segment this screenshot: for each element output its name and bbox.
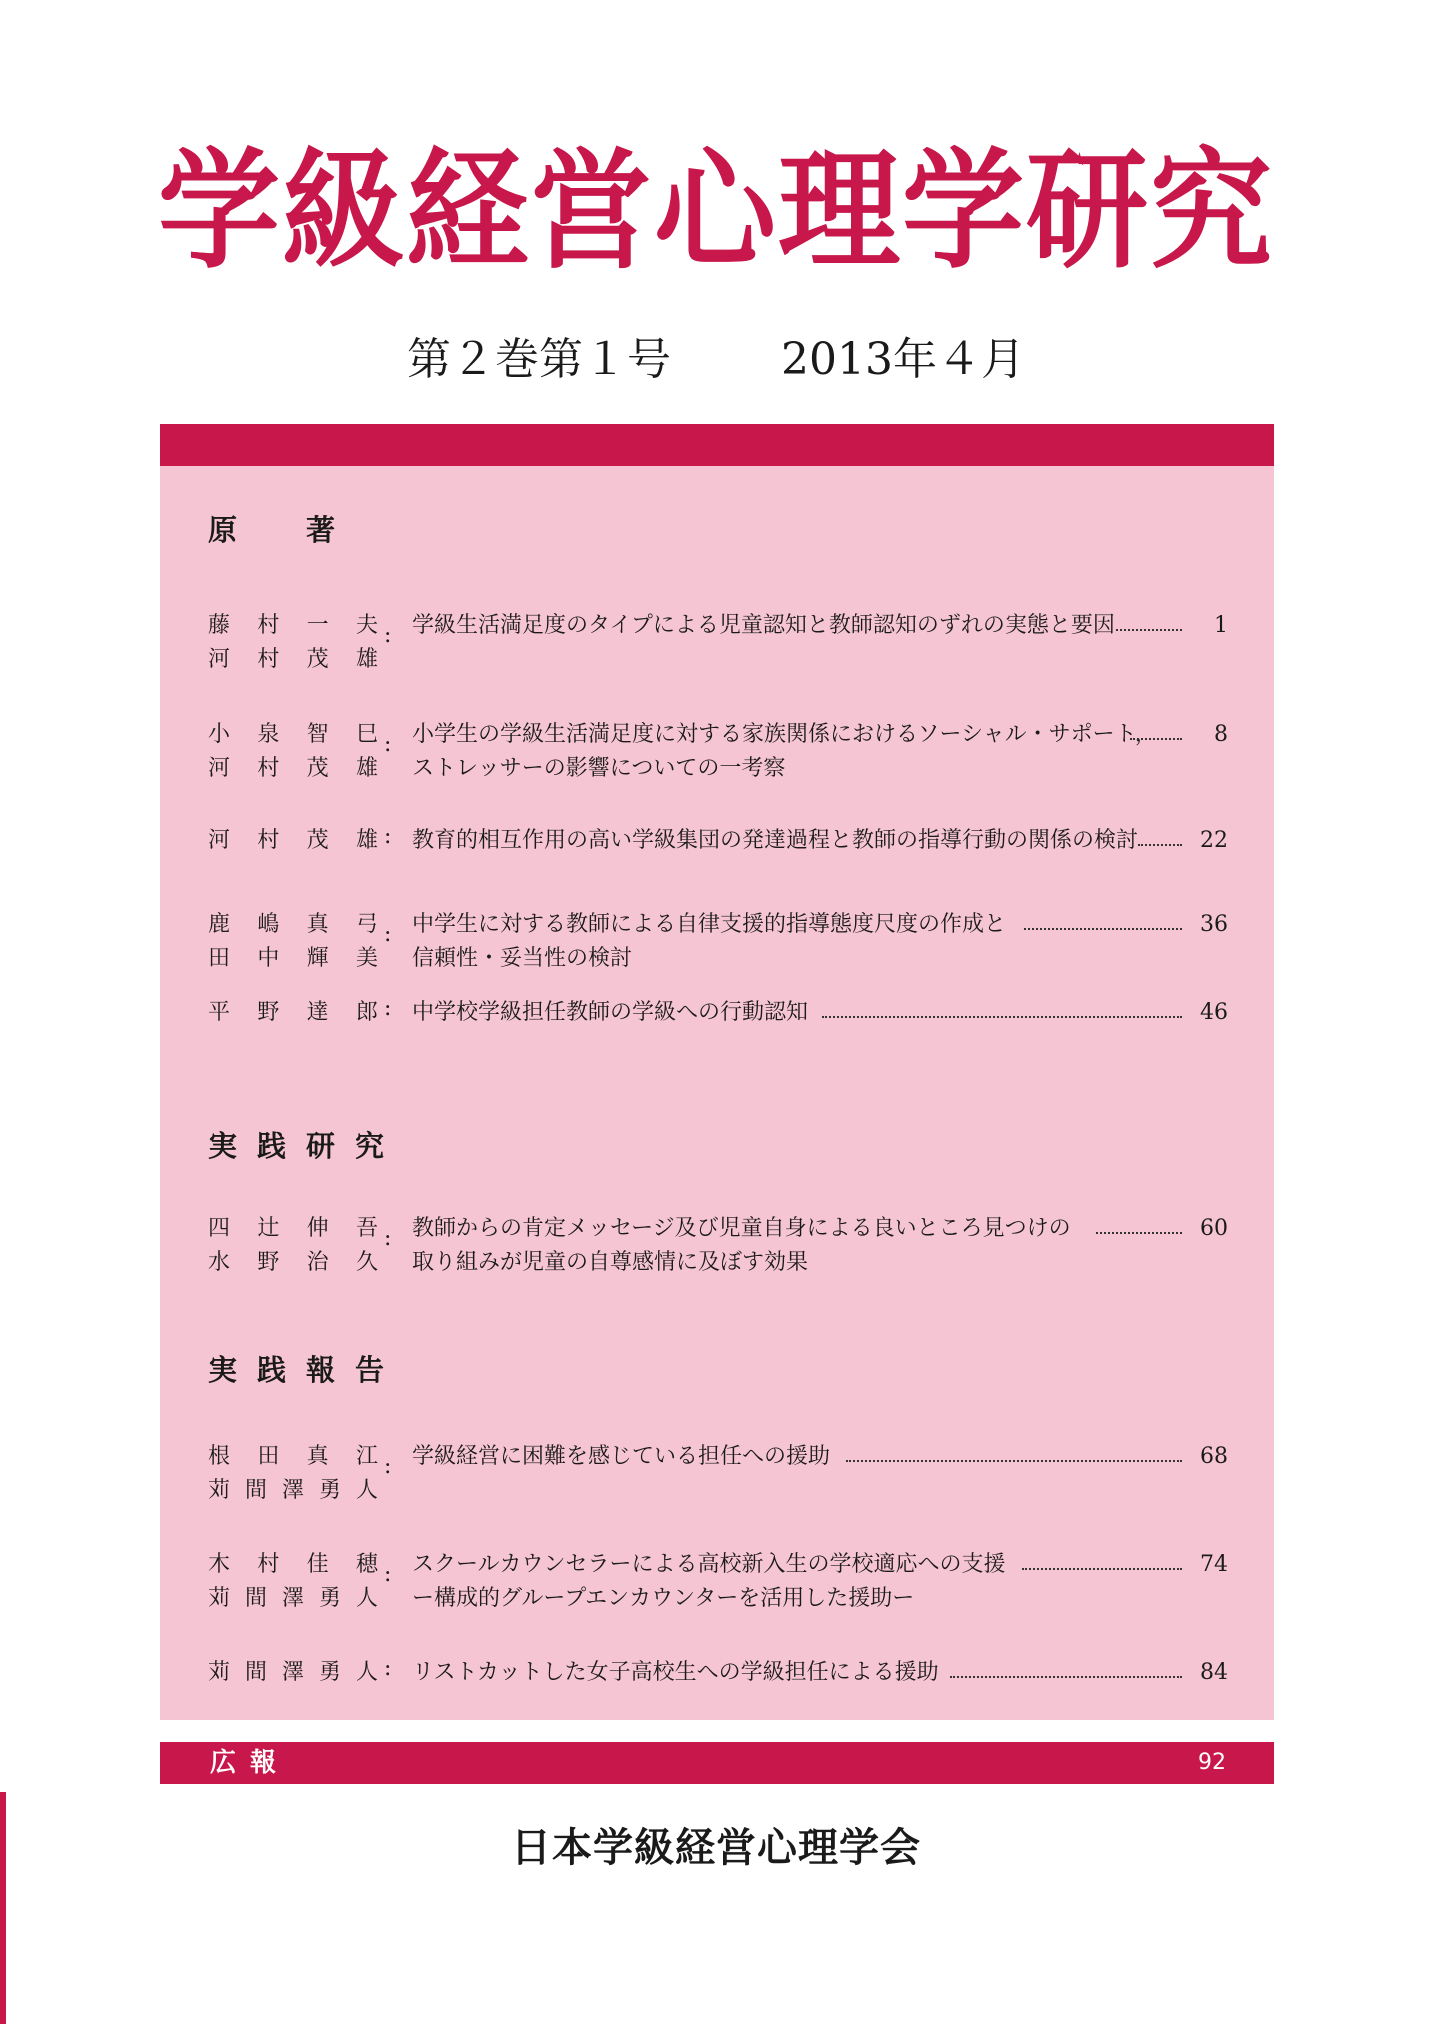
author-name: 四辻伸吾 bbox=[208, 1216, 378, 1241]
entry-authors bbox=[208, 1440, 378, 1508]
entry-article bbox=[412, 718, 1228, 786]
author-name: 河村茂雄 bbox=[208, 756, 378, 781]
dot-leader bbox=[1096, 1232, 1182, 1234]
announcement-label: 広報 bbox=[210, 1748, 291, 1778]
entry-authors bbox=[208, 1656, 378, 1690]
author-name: 苅間澤勇人 bbox=[208, 1586, 378, 1611]
issue-volume: 第２巻第１号 bbox=[407, 334, 671, 385]
entry-article bbox=[412, 996, 1228, 1030]
toc-entry[interactable] bbox=[208, 996, 1228, 1066]
article-title: 教師からの肯定メッセージ及び児童自身による良いところ見つけの bbox=[412, 1216, 1071, 1241]
entry-authors bbox=[208, 718, 378, 786]
issue-info bbox=[0, 334, 1432, 385]
page-number: 36 bbox=[1200, 912, 1228, 937]
author-name: 根田真江 bbox=[208, 1444, 378, 1469]
entry-authors bbox=[208, 996, 378, 1030]
announcement-band bbox=[160, 1742, 1274, 1784]
article-title: スクールカウンセラーによる高校新入生の学校適応への支援 bbox=[412, 1552, 1006, 1577]
page-number: 68 bbox=[1200, 1444, 1228, 1469]
entry-article bbox=[412, 1212, 1228, 1280]
article-title: 取り組みが児童の自尊感情に及ぼす効果 bbox=[412, 1250, 809, 1275]
entry-article bbox=[412, 908, 1228, 976]
entry-authors bbox=[208, 824, 378, 858]
dot-leader bbox=[1022, 1568, 1182, 1570]
author-separator: : bbox=[384, 922, 392, 947]
author-name: 小泉智巳 bbox=[208, 722, 378, 747]
entry-article bbox=[412, 824, 1228, 858]
article-title: ストレッサーの影響についての一考察 bbox=[412, 756, 786, 781]
author-separator: : bbox=[384, 824, 392, 849]
toc-entry[interactable] bbox=[208, 1212, 1228, 1282]
article-title: リストカットした女子高校生への学級担任による援助 bbox=[412, 1660, 939, 1685]
article-title: 中学生に対する教師による自律支援的指導態度尺度の作成と bbox=[412, 912, 1007, 937]
entry-article bbox=[412, 1548, 1228, 1616]
article-title: 小学生の学級生活満足度に対する家族関係におけるソーシャル・サポート， bbox=[412, 722, 1157, 747]
entry-article bbox=[412, 609, 1228, 643]
section-heading: 実践報告 bbox=[208, 1353, 405, 1387]
author-separator: : bbox=[384, 732, 392, 757]
article-title: 信頼性・妥当性の検討 bbox=[412, 946, 633, 971]
entry-authors bbox=[208, 908, 378, 976]
entry-article bbox=[412, 1656, 1228, 1690]
toc-entry[interactable] bbox=[208, 1656, 1228, 1726]
toc-entry[interactable] bbox=[208, 1548, 1228, 1618]
announcement-page: 92 bbox=[1198, 1750, 1226, 1775]
author-name: 水野治久 bbox=[208, 1250, 378, 1275]
publisher-name: 日本学級経営心理学会 bbox=[511, 1825, 921, 1871]
article-title: ー構成的グループエンカウンターを活用した援助ー bbox=[412, 1586, 915, 1611]
toc-entry[interactable] bbox=[208, 908, 1228, 978]
page-number: 84 bbox=[1200, 1660, 1228, 1685]
page-number: 46 bbox=[1200, 1000, 1228, 1025]
journal-title: 学級経営心理学研究 bbox=[158, 135, 1274, 287]
author-name: 田中輝美 bbox=[208, 946, 378, 971]
article-title: 学級経営に困難を感じている担任への援助 bbox=[412, 1444, 831, 1469]
entry-authors bbox=[208, 1548, 378, 1616]
entry-article bbox=[412, 1440, 1228, 1474]
author-name: 苅間澤勇人 bbox=[208, 1478, 378, 1503]
contents-top-band bbox=[160, 424, 1274, 466]
dot-leader bbox=[950, 1676, 1182, 1678]
page-number: 1 bbox=[1214, 613, 1228, 638]
contents-panel bbox=[160, 424, 1274, 1778]
page-number: 74 bbox=[1200, 1552, 1228, 1577]
dot-leader bbox=[1130, 738, 1182, 740]
section-heading: 原 著 bbox=[208, 513, 356, 547]
article-title: 中学校学級担任教師の学級への行動認知 bbox=[412, 1000, 809, 1025]
author-name: 河村茂雄 bbox=[208, 828, 378, 853]
author-name: 木村佳穂 bbox=[208, 1552, 378, 1577]
author-separator: : bbox=[384, 1562, 392, 1587]
page-number: 8 bbox=[1214, 722, 1228, 747]
toc-entry[interactable] bbox=[208, 1440, 1228, 1510]
author-separator: : bbox=[384, 1226, 392, 1251]
toc-entry[interactable] bbox=[208, 609, 1228, 679]
toc-entry[interactable] bbox=[208, 824, 1228, 894]
dot-leader bbox=[822, 1016, 1182, 1018]
author-separator: : bbox=[384, 996, 392, 1021]
dot-leader bbox=[1116, 629, 1182, 631]
page-number: 60 bbox=[1200, 1216, 1228, 1241]
author-separator: : bbox=[384, 1454, 392, 1479]
issue-date: 2013年４月 bbox=[781, 334, 1025, 385]
section-heading: 実践研究 bbox=[208, 1129, 405, 1163]
author-name: 苅間澤勇人 bbox=[208, 1660, 378, 1685]
author-separator: : bbox=[384, 623, 392, 648]
toc-entry[interactable] bbox=[208, 718, 1228, 788]
article-title: 学級生活満足度のタイプによる児童認知と教師認知のずれの実態と要因 bbox=[412, 613, 1115, 638]
author-name: 河村茂雄 bbox=[208, 647, 378, 672]
page-number: 22 bbox=[1200, 828, 1228, 853]
article-title: 教育的相互作用の高い学級集団の発達過程と教師の指導行動の関係の検討 bbox=[412, 828, 1139, 853]
entry-authors bbox=[208, 1212, 378, 1280]
author-separator: : bbox=[384, 1656, 392, 1681]
author-name: 平野達郎 bbox=[208, 1000, 378, 1025]
dot-leader bbox=[846, 1460, 1182, 1462]
author-name: 藤村一夫 bbox=[208, 613, 378, 638]
entry-authors bbox=[208, 609, 378, 677]
dot-leader bbox=[1024, 928, 1182, 930]
author-name: 鹿嶋真弓 bbox=[208, 912, 378, 937]
dot-leader bbox=[1138, 844, 1182, 846]
